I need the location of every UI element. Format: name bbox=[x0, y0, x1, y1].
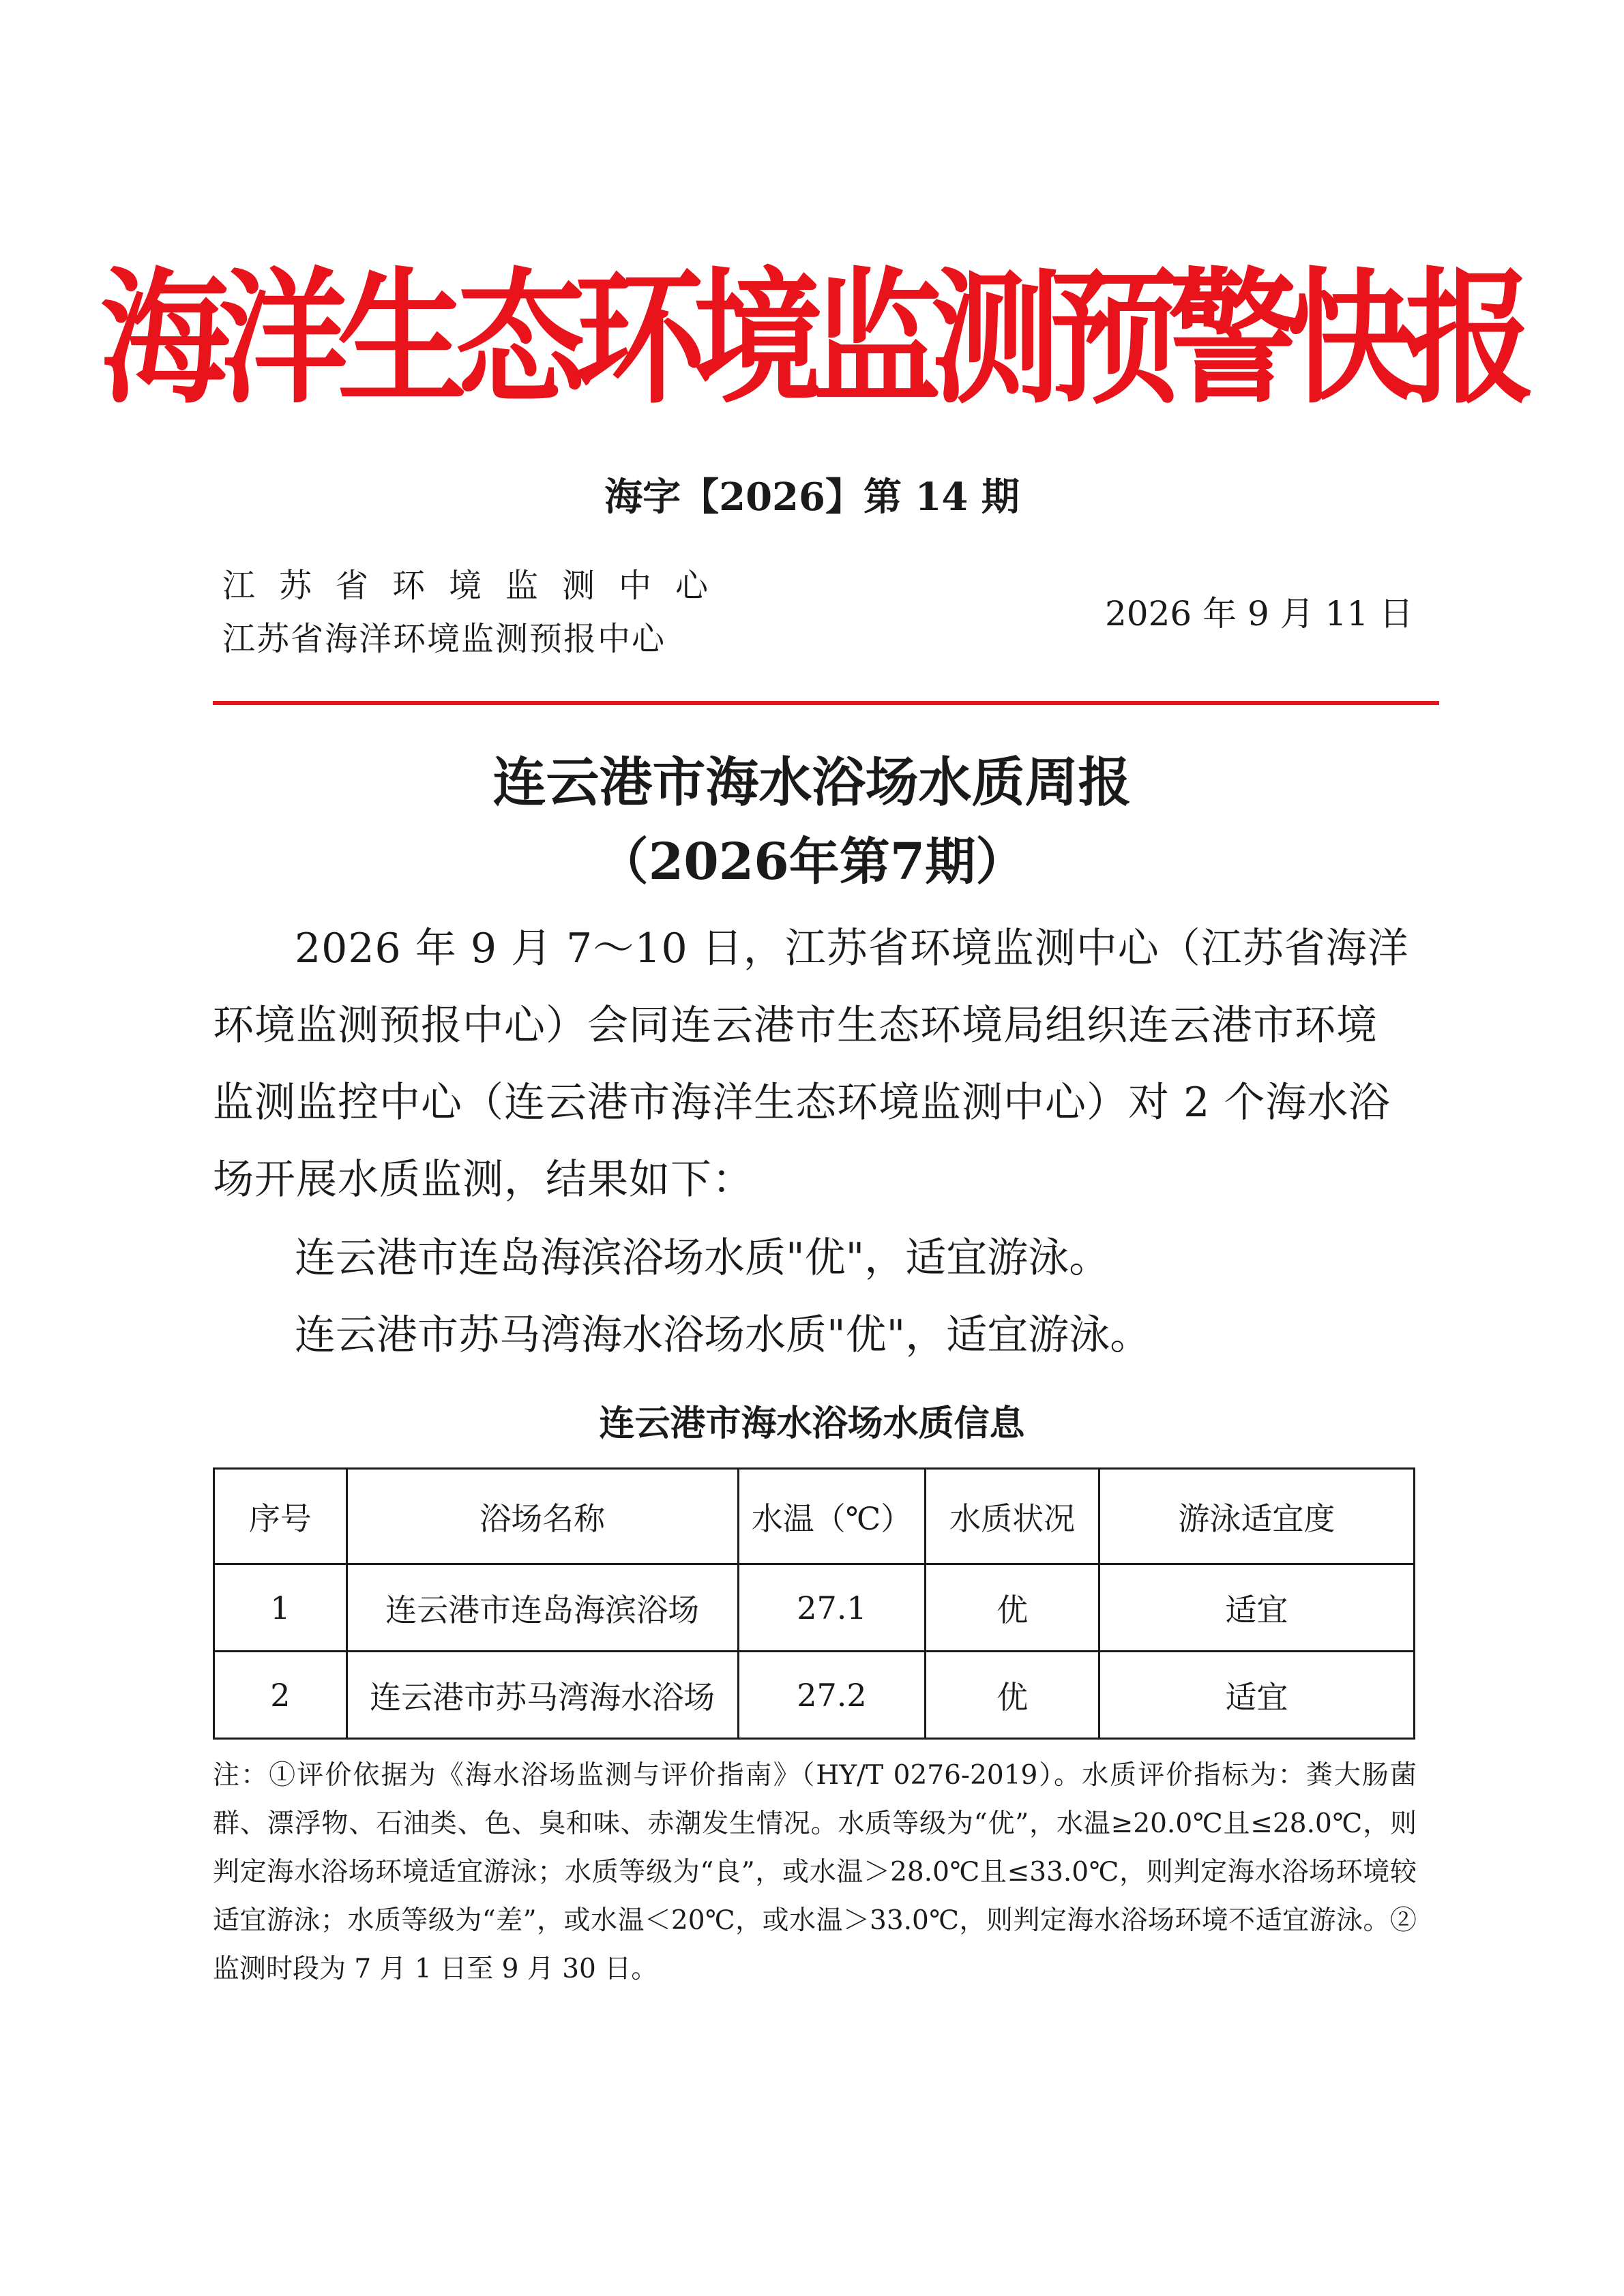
cell-index: 1 bbox=[214, 1564, 347, 1652]
report-subtitle: （2026年第7期） bbox=[597, 833, 1027, 891]
intro-paragraph: 2026 年 9 月 7～10 日，江苏省环境监测中心（江苏省海洋环境监测预报中心）会同连云港市生态环境局组织连云港市环境监测监控中心（连云港市海洋生态环境监测中心）对 2 个海水浴场开展水质监测，结果如下： bbox=[213, 925, 1409, 1204]
cell-water-quality: 优 bbox=[926, 1564, 1099, 1652]
water-quality-table bbox=[213, 1467, 1415, 1740]
cell-beach-name: 连云港市连岛海滨浴场 bbox=[346, 1564, 738, 1652]
result-paragraph-2: 连云港市苏马湾海水浴场水质"优"，适宜游泳。 bbox=[295, 1311, 1151, 1359]
cell-water-quality: 优 bbox=[926, 1652, 1099, 1739]
cell-beach-name: 连云港市苏马湾海水浴场 bbox=[346, 1652, 738, 1739]
cell-swim-suitability: 适宜 bbox=[1099, 1652, 1414, 1739]
header-water-quality: 水质状况 bbox=[926, 1469, 1099, 1564]
cell-water-temp: 27.1 bbox=[738, 1564, 926, 1652]
result-paragraph-1: 连云港市连岛海滨浴场水质"优"，适宜游泳。 bbox=[295, 1234, 1110, 1282]
cell-water-temp: 27.2 bbox=[738, 1652, 926, 1739]
cell-index: 2 bbox=[214, 1652, 347, 1739]
header-water-temp: 水温（℃） bbox=[738, 1469, 926, 1564]
issuer-line-1: 江苏省环境监测中心 bbox=[222, 567, 733, 605]
footnote: 注：①评价依据为《海水浴场监测与评价指南》（HY/T 0276-2019）。水质评价指标为：粪大肠菌群、漂浮物、石油类、色、臭和味、赤潮发生情况。水质等级为“优”，水温≥20.0℃且≤28.0℃，则判定海水浴场环境适宜游泳；水质等级为“良”，或水温＞28.0℃且≤33.0℃，则判定海水浴场环境较适宜游泳；水质等级为“差”，或水温＜20℃，或水温＞33.0℃，则判定海水浴场环境不适宜游泳。②监测时段为 7 月 1 日至 9 月 30 日。 bbox=[213, 1760, 1417, 1984]
masthead-title: 海洋生态环境监测预警快报 bbox=[100, 252, 1524, 423]
issue-date: 2026 年 9 月 11 日 bbox=[1105, 594, 1414, 633]
header-divider bbox=[213, 701, 1439, 705]
table-header-row bbox=[214, 1469, 1415, 1564]
table-row bbox=[214, 1652, 1415, 1739]
header-swim-suitability: 游泳适宜度 bbox=[1099, 1469, 1414, 1564]
issuer-line-2: 江苏省海洋环境监测预报中心 bbox=[222, 620, 666, 658]
report-title: 连云港市海水浴场水质周报 bbox=[492, 751, 1132, 814]
table-row bbox=[214, 1564, 1415, 1652]
header-beach-name: 浴场名称 bbox=[346, 1469, 738, 1564]
table-caption: 连云港市海水浴场水质信息 bbox=[599, 1403, 1025, 1444]
issue-number: 海字【2026】第 14 期 bbox=[604, 475, 1020, 520]
header-index: 序号 bbox=[214, 1469, 347, 1564]
cell-swim-suitability: 适宜 bbox=[1099, 1564, 1414, 1652]
